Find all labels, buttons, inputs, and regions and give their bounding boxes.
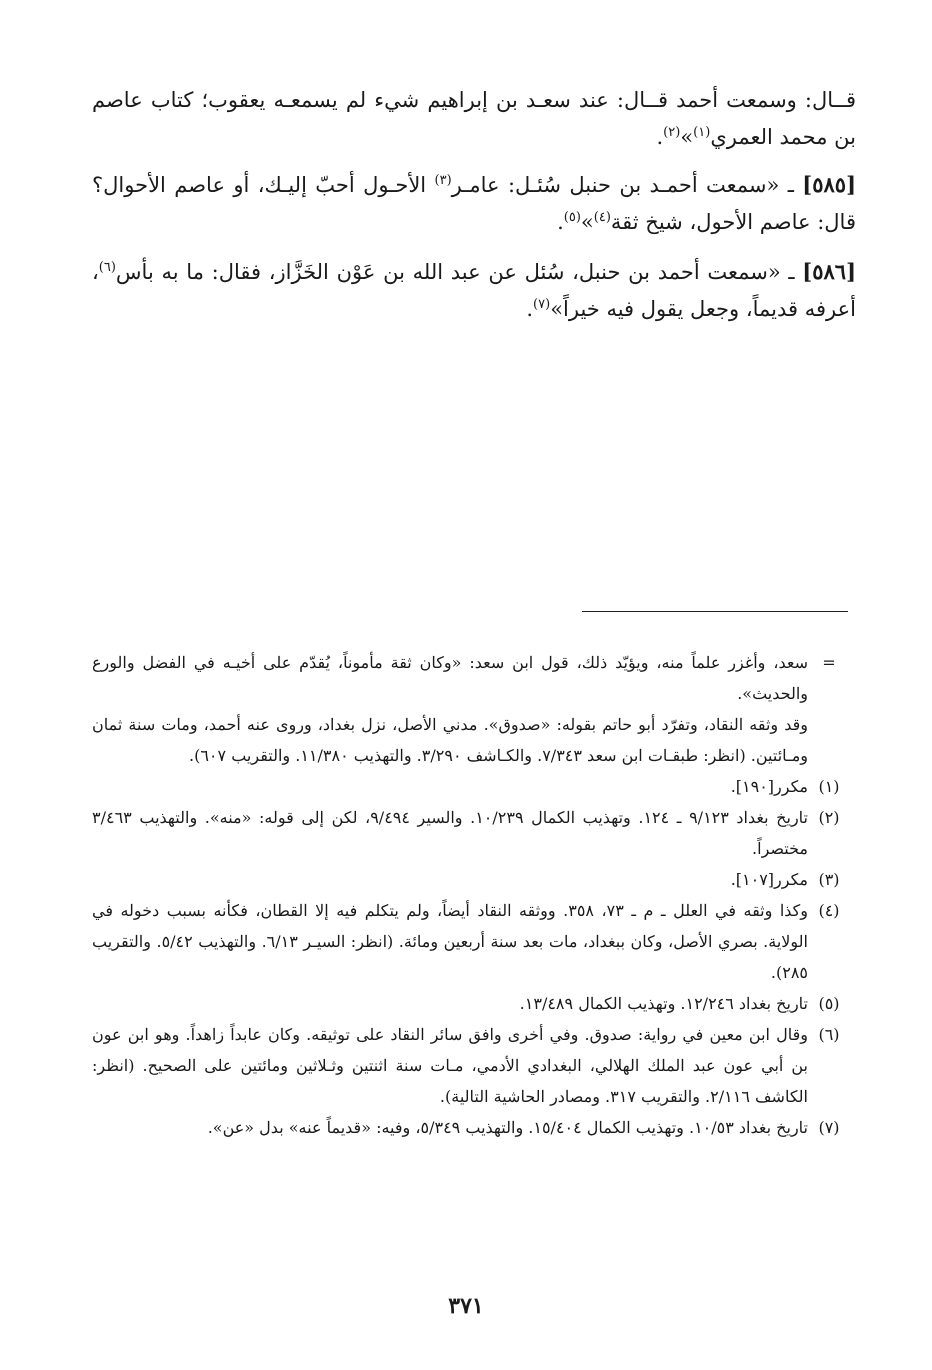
footnote-text: تاريخ بغداد ١٢/٢٤٦. وتهذيب الكمال ١٣/٤٨٩.: [519, 994, 808, 1013]
footnote-ref-1: (١): [693, 125, 711, 140]
footnote-mark: (٣): [818, 870, 840, 889]
p1-end: »: [680, 125, 694, 149]
footnote-text: وكذا وثقه في العلل ـ م ـ ٧٣، ٣٥٨. ووثقه النقاد أيضاً، ولم يتكلم فيه إلا القطان، فكأنه بسبب دخوله في الولاية. بصري الأصل، وكان ببغداد، مات بعد سنة أربعين ومائة. (انظر: السيـر ٦/١٣. والتهذيب ٥/٤٢. والتقريب ٢٨٥).: [92, 901, 809, 982]
footnote-mark: (٧): [818, 1118, 840, 1137]
footnote-divider: [582, 611, 848, 612]
footnote-5: [92, 988, 852, 1019]
footnote-6: [92, 1019, 852, 1112]
entry-586: [92, 253, 856, 328]
entry-585-text-c: »: [580, 210, 594, 234]
footnote-mark: (١): [818, 777, 840, 796]
footnote-text: وقال ابن معين في رواية: صدوق. وفي أخرى وافق سائر النقاد على توثيقه. وكان عابداً زاهداً. وهو ابن عون بن أبي عون عبد الملك الهلالي، البغدادي الأدمي، مـات سنة اثنتين وثـلاثين ومائتين على الصحيح. (انظر: الكاشف ٢/١١٦. والتقريب ٣١٧. ومصادر الحاشية التالية).: [92, 1025, 808, 1106]
entry-585-close: .: [557, 210, 564, 234]
footnote-ref-4: (٤): [593, 210, 611, 225]
page-number: ٣٧١: [448, 1293, 484, 1319]
footnote-1: [92, 771, 852, 802]
p1-close: .: [656, 125, 664, 149]
paragraph-1: [92, 82, 856, 156]
footnote-continuation-paragraph: وقد وثقه النقاد، وتفرّد أبو حاتم بقوله: «صدوق». مدني الأصل، نزل بغداد، وروى عنه أحمد، ومات سنة ثمان ومـائتين. (انظر: طبقـات ابن سعد ٧/٣٤٣. والكـاشف ٣/٢٩٠. والتهذيب ١١/٣٨٠. والتقريب ٦٠٧).: [92, 715, 809, 765]
footnote-4: [92, 895, 852, 988]
footnotes: [92, 647, 852, 1143]
footnote-2: [92, 802, 852, 864]
footnote-ref-5: (٥): [563, 210, 581, 225]
footnote-mark: (٥): [818, 994, 840, 1013]
footnote-text: مكرر[١٠٧].: [730, 870, 808, 889]
footnote-3: [92, 864, 852, 895]
entry-586-text-a: ـ «سمعت أحمد بن حنبل، سُئل عن عبد الله بن عَوْن الخَزَّاز، فقال: ما به بأس: [115, 260, 803, 284]
footnote-ref-6: (٦): [98, 260, 116, 275]
entry-585: [92, 166, 856, 241]
footnote-ref-3: (٣): [434, 173, 452, 188]
entry-586-close: .: [526, 297, 534, 321]
footnote-text: تاريخ بغداد ١٠/٥٣. وتهذيب الكمال ١٥/٤٠٤. والتهذيب ٥/٣٤٩، وفيه: «قديماً عنه» بدل «عن».: [207, 1118, 808, 1137]
entry-585-text-b: الأحـول أحبّ إليـك، أو عاصم الأحوال؟ قال: عاصم الأحول، شيخ ثقة: [92, 173, 856, 234]
footnote-7: [92, 1112, 852, 1143]
entry-585-text-a: ـ «سمعت أحمـد بن حنبل سُئـل: عامـر: [451, 173, 803, 197]
footnote-continuation: [92, 647, 852, 709]
entry-586-text-b: ، أعرفه قديماً، وجعل يقول فيه خيراً»: [92, 260, 856, 321]
footnote-mark: (٢): [818, 808, 840, 827]
footnote-ref-2: (٢): [663, 125, 681, 140]
footnote-ref-7: (٧): [533, 297, 551, 312]
footnote-mark: (٦): [818, 1025, 840, 1044]
main-text: [92, 82, 856, 340]
p1-text: قــال: وسمعت أحمد قــال: عند سعـد بن إبراهيم شيء لم يسمعـه يعقوب؛ كتاب عاصم بن محمد العمري: [92, 88, 856, 149]
entry-number-586: [٥٨٦]: [802, 259, 856, 284]
footnote-mark: (٤): [818, 901, 840, 920]
footnote-text: تاريخ بغداد ٩/١٢٣ ـ ١٢٤. وتهذيب الكمال ١٠/٢٣٩. والسير ٩/٤٩٤، لكن إلى قوله: «منه». والتهذيب ٣/٤٦٣ مختصراً.: [92, 808, 808, 858]
footnote-text: مكرر[١٩٠].: [730, 777, 808, 796]
continuation-mark: =: [822, 653, 836, 672]
entry-number-585: [٥٨٥]: [802, 172, 856, 197]
continuation-text: سعد، وأغزر علماً منه، ويؤيّد ذلك، قول ابن سعد: «وكان ثقة مأموناً، يُقدّم على أخيـه في الفضل والورع والحديث».: [92, 653, 808, 703]
